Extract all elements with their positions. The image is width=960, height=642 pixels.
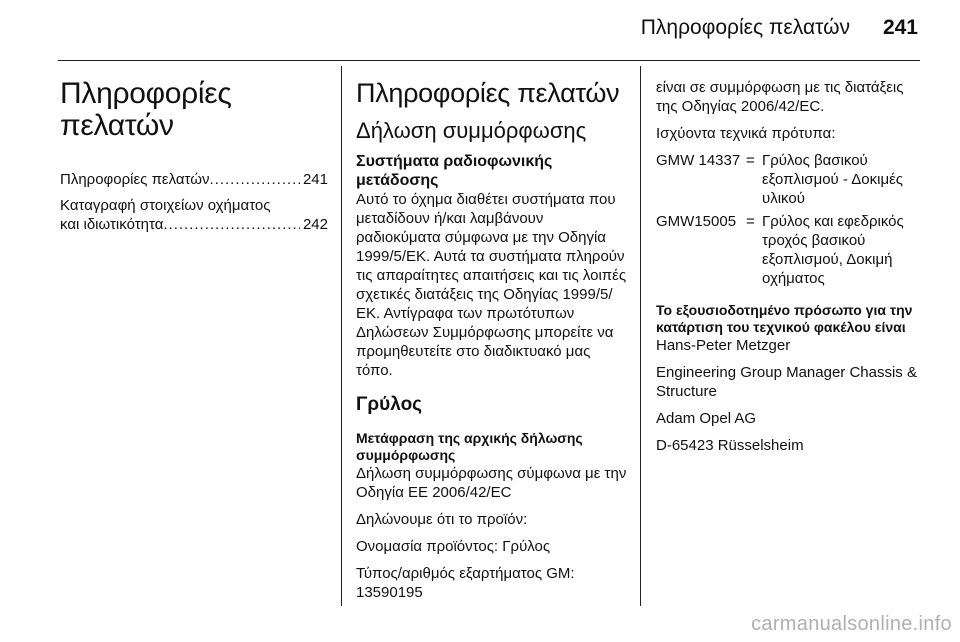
person-name: Hans-Peter Metzger <box>656 337 791 354</box>
standard-row: GMW 14337 = Γρύλος βασικού εξοπλισμού - Δοκιμές υλικού <box>656 152 904 207</box>
compliance-text: είναι σε συμμόρφωση με τις διατάξεις της Οδηγίας 2006/42/EC. <box>656 79 904 115</box>
main-column <box>356 70 628 602</box>
radio-heading: Συστήματα ραδιοφωνικής μετάδοσης <box>356 153 553 189</box>
standards-list <box>656 151 926 288</box>
company-address: D-65423 Rüsselsheim <box>656 437 804 454</box>
subsection-title: Δήλωση συμμόρφωσης <box>356 118 587 143</box>
radio-text: Αυτό το όχημα διαθέτει συστήματα που μεταδίδουν ή/και λαμβάνουν ραδιοκύματα σύμφωνα με την Οδηγία 1999/5/ΕΚ. Αυτά τα συστήματα πληρούν τις απαραίτητες απαιτήσεις και τις λοιπές σχετικές διατάξεις της Οδηγίας 1999/5/ΕΚ. Αντίγραφα των πρωτότυπων Δηλώσεων Συμμόρφωσης μπορείτε να προμηθευτείτε στο διαδικτυακό μας τόπο. <box>356 191 627 379</box>
standard-row: GMW15005 = Γρύλος και εφεδρικός τροχός βασικού εξοπλισμού, Δοκιμή οχήματος <box>656 213 904 287</box>
header-title: Πληροφορίες πελατών <box>640 16 850 39</box>
jack-paragraph: Τύπος/αριθμός εξαρτήματος GM: 13590195 <box>356 565 575 601</box>
column-divider-2 <box>640 66 641 606</box>
jack-heading: Γρύλος <box>356 394 423 415</box>
watermark: carmanualsonline.info <box>751 613 952 635</box>
toc-list <box>60 170 328 234</box>
authorized-person-heading: Το εξουσιοδοτημένο πρόσωπο για την κατάρτιση του τεχνικού φακέλου είναι <box>656 302 913 335</box>
section-title: Πληροφορίες πελατών <box>356 78 620 108</box>
running-header <box>0 14 960 48</box>
toc-title: Πληροφορίες πελατών <box>60 77 232 142</box>
column-divider-1 <box>341 66 342 606</box>
company-name: Adam Opel AG <box>656 410 757 427</box>
jack-subheading: Μετάφραση της αρχικής δήλωσης συμμόρφωσης <box>356 430 583 463</box>
toc-entry[interactable]: Πληροφορίες πελατών ..... 241 <box>60 170 328 189</box>
right-column <box>656 78 926 455</box>
person-role: Engineering Group Manager Chassis & Structure <box>656 364 917 400</box>
jack-paragraph: Δήλωση συμμόρφωσης σύμφωνα με την Οδηγία ΕΕ 2006/42/EC <box>356 465 627 501</box>
standards-intro: Ισχύοντα τεχνικά πρότυπα: <box>656 125 836 142</box>
toc-entry[interactable]: Καταγραφή στοιχείων οχήματος και ιδιωτικότητα ..... 242 <box>60 196 328 234</box>
header-rule <box>58 60 920 61</box>
toc-column <box>60 70 328 241</box>
jack-paragraph: Δηλώνουμε ότι το προϊόν: <box>356 511 528 528</box>
jack-paragraph: Ονομασία προϊόντος: Γρύλος <box>356 538 551 555</box>
page-number: 241 <box>882 16 918 39</box>
